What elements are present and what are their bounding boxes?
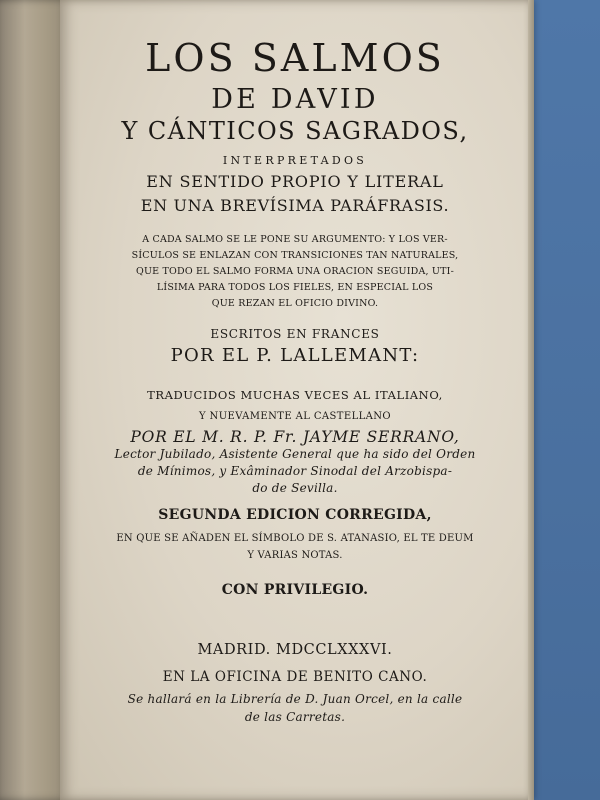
- argument-line-3: QUE TODO EL SALMO FORMA UNA ORACION SEGUIDA, UTI-: [136, 266, 454, 277]
- nuevamente-line: Y NUEVAMENTE AL CASTELLANO: [198, 411, 392, 422]
- translator-line: POR EL M. R. P. Fr. JAYME SERRANO,: [130, 428, 460, 446]
- sentido-line: EN SENTIDO PROPIO Y LITERAL: [146, 172, 444, 191]
- title-de-david: DE DAVID: [211, 84, 379, 115]
- traducidos-line: TRADUCIDOS MUCHAS VECES AL ITALIANO,: [147, 388, 443, 402]
- parafrasis-line: EN UNA BREVÍSIMA PARÁFRASIS.: [140, 196, 450, 215]
- additions-line-1: EN QUE SE AÑADEN EL SÍMBOLO DE S. ATANASIO, EL TE DEUM: [116, 533, 474, 544]
- page-edge: [528, 0, 534, 800]
- sale-line-2: de las Carretas.: [244, 710, 346, 724]
- translator-titles-2: de Mínimos, y Exâminador Sinodal del Arzobispa-: [137, 464, 453, 478]
- translator-titles-3: do de Sevilla.: [252, 481, 338, 495]
- edition-line: SEGUNDA EDICION CORREGIDA,: [158, 507, 432, 523]
- title-canticos: Y CÁNTICOS SAGRADOS,: [121, 117, 469, 145]
- argument-line-2: SÍCULOS SE ENLAZAN CON TRANSICIONES TAN NATURALES,: [131, 250, 459, 261]
- imprint-printer-line: EN LA OFICINA DE BENITO CANO.: [162, 669, 428, 685]
- translator-titles-1: Lector Jubilado, Asistente General que ha sido del Orden: [114, 447, 476, 461]
- interpretados-line: INTERPRETADOS: [222, 154, 368, 167]
- argument-line-5: QUE REZAN EL OFICIO DIVINO.: [211, 298, 379, 309]
- escritos-line: ESCRITOS EN FRANCES: [210, 327, 380, 341]
- argument-line-1: A CADA SALMO SE LE PONE SU ARGUMENTO: Y LOS VER-: [142, 234, 448, 245]
- author-line: POR EL P. LALLEMANT:: [170, 345, 420, 366]
- imprint-city-line: MADRID. MDCCLXXXVI.: [197, 642, 393, 658]
- title-main: LOS SALMOS: [145, 36, 445, 80]
- additions-line-2: Y VARIAS NOTAS.: [247, 550, 343, 561]
- privilegio-line: CON PRIVILEGIO.: [221, 582, 369, 598]
- sale-line-1: Se hallará en la Librería de D. Juan Orcel, en la calle: [127, 692, 463, 706]
- argument-line-4: LÍSIMA PARA TODOS LOS FIELES, EN ESPECIAL LOS: [156, 282, 434, 293]
